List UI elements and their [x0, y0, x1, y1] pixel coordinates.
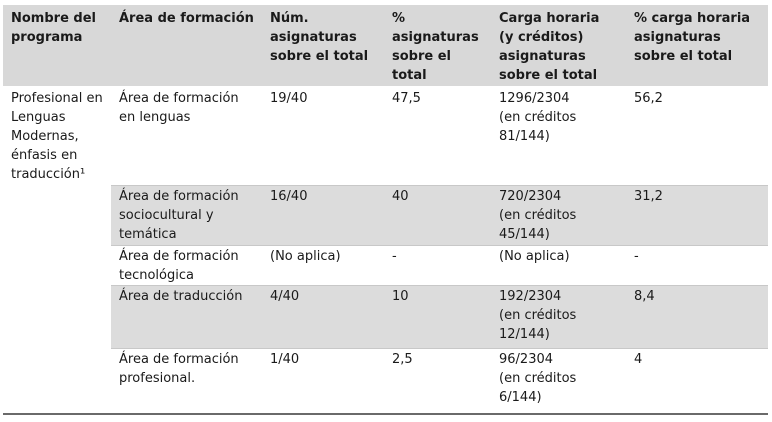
- workload-cell: 1296/2304 (en créditos 81/144): [491, 86, 626, 185]
- workload-cell: 96/2304 (en créditos 6/144): [491, 348, 626, 414]
- header-area: Área de formación: [111, 5, 262, 86]
- area-cell: Área de formación tecnológica: [111, 245, 262, 285]
- table-row: [3, 245, 768, 285]
- workload-cell: 192/2304 (en créditos 12/144): [491, 285, 626, 348]
- num-subjects-cell: 19/40: [262, 86, 384, 185]
- header-num-subjects: Núm. asignaturas sobre el total: [262, 5, 384, 86]
- program-name: Profesional en Lenguas Modernas, énfasis en traducción¹: [11, 91, 103, 182]
- header-program-name: Nombre del programa: [3, 5, 111, 86]
- program-name-cell: [3, 86, 111, 414]
- pct-subjects-cell: -: [384, 245, 491, 285]
- table-row: [3, 348, 768, 414]
- workload-cell: (No aplica): [491, 245, 626, 285]
- pct-workload-cell: -: [626, 245, 768, 285]
- program-table: [3, 5, 768, 415]
- num-subjects-cell: 4/40: [262, 285, 384, 348]
- pct-subjects-cell: 47,5: [384, 86, 491, 185]
- num-subjects-cell: 16/40: [262, 185, 384, 245]
- workload-cell: 720/2304 (en créditos 45/144): [491, 185, 626, 245]
- area-cell: Área de formación en lenguas: [111, 86, 262, 185]
- area-cell: Área de formación sociocultural y temática: [111, 185, 262, 245]
- table-row: [3, 185, 768, 245]
- pct-subjects-cell: 10: [384, 285, 491, 348]
- num-subjects-cell: (No aplica): [262, 245, 384, 285]
- pct-subjects-cell: 2,5: [384, 348, 491, 414]
- header-pct-subjects: % asignaturas sobre el total: [384, 5, 491, 86]
- pct-workload-cell: 8,4: [626, 285, 768, 348]
- pct-subjects-cell: 40: [384, 185, 491, 245]
- pct-workload-cell: 4: [626, 348, 768, 414]
- table-row: [3, 285, 768, 348]
- pct-workload-cell: 56,2: [626, 86, 768, 185]
- area-cell: Área de traducción: [111, 285, 262, 348]
- area-cell: Área de formación profesional.: [111, 348, 262, 414]
- table-row: [3, 86, 768, 185]
- num-subjects-cell: 1/40: [262, 348, 384, 414]
- header-pct-workload: % carga horaria asignaturas sobre el total: [626, 5, 768, 86]
- header-workload: Carga horaria (y créditos) asignaturas sobre el total: [491, 5, 626, 86]
- pct-workload-cell: 31,2: [626, 185, 768, 245]
- header-row: [3, 5, 768, 86]
